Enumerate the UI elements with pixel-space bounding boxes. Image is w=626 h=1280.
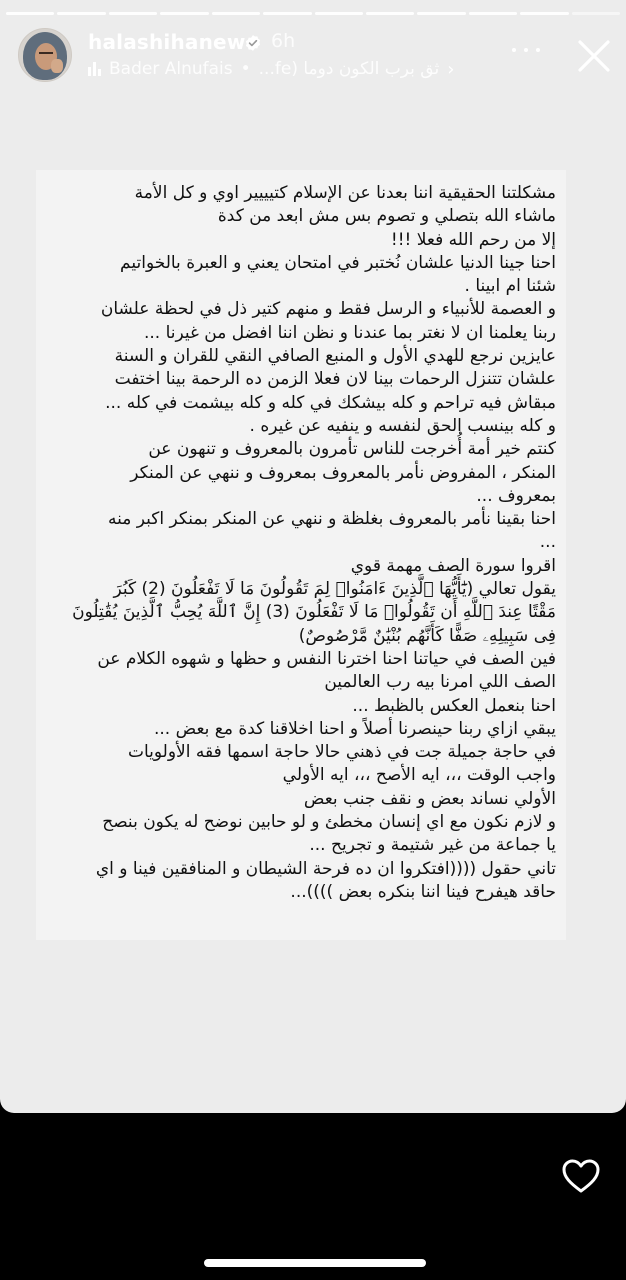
note-line: شئنا ام ابينا . [464,276,556,297]
story-progress-bar [6,12,620,15]
note-line: إلا من رحم الله فعلا !!! [390,229,556,250]
note-line: تاني حقول ((((افتكروا ان ده فرحة الشيطان و المنافقين فينا و اي [95,858,556,879]
progress-segment [469,12,517,15]
note-line: يقول تعالي (يَٰٓأَيُّهَا ٱلَّذِينَ ءَامَنُوا۟ لِمَ تَقُولُونَ مَا لَا تَفْعَلُونَ (2) كَبُرَ [113,579,556,600]
more-options-icon[interactable] [508,40,544,60]
note-line: في حاجة جميلة جت في ذهني حالا حاجة اسمها فقه الأولويات [127,742,556,763]
progress-segment [315,12,363,15]
music-artist: Bader Alnufais [109,59,233,79]
note-line: حاقد هيفرح فينا اننا بنكره بعض ))))... [290,881,556,902]
verified-badge-icon [244,34,262,52]
note-line: الصف اللي امرنا بيه رب العالمين [324,672,556,693]
note-line: احنا جينا الدنيا علشان نُختبر في امتحان يعني و العبرة بالخواتيم [120,252,556,273]
avatar-eyes-shape [39,52,53,57]
note-line: يا جماعة من غير شتيمة و تجريح ... [309,835,556,856]
post-time: 6h [271,30,296,52]
note-line: مَقْتًا عِندَ ٱللَّهِ أَن تَقُولُوا۟ مَا لَا تَفْعَلُونَ (3) إِنَّ ٱللَّهَ يُحِبُّ ٱلَّذِينَ يُقَٰتِلُونَ [72,602,556,623]
note-body [42,182,556,904]
avatar-hand-shape [51,59,63,73]
note-line: اقروا سورة الصف مهمة قوي [350,555,556,576]
note-line: يبقي ازاي ربنا حينصرنا أصلاً و احنا اخلاقنا كدة مع بعض ... [154,718,556,739]
note-line: واجب الوقت ،،، ايه الأصح ،،، ايه الأولي [282,765,556,786]
note-line: ... [539,532,556,553]
profile-avatar[interactable] [18,28,72,82]
note-line: الأولي نساند بعض و نقف جنب بعض [303,788,556,809]
note-line: ماشاء الله بتصلي و تصوم بس مش ابعد من كدة [217,206,556,227]
note-line: و لازم نكون مع اي إنسان مخطئ و لو حابين نوضح له يكون بنصح [102,812,556,833]
progress-segment [6,12,54,15]
progress-segment [57,12,105,15]
progress-segment-current [572,12,620,15]
note-line: و كله بينسب الحق لنفسه و ينفيه عن غيره . [249,415,556,436]
heart-icon[interactable] [561,1157,601,1197]
notes-screenshot [36,170,566,940]
music-chevron-icon: › [447,58,455,80]
progress-segment [263,12,311,15]
progress-segment [520,12,568,15]
music-separator: • [240,59,251,79]
note-line: فين الصف في حياتنا احنا اخترنا النفس و حظها و شهوه الكلام عن [97,648,556,669]
progress-segment [366,12,414,15]
note-line: و العصمة للأنبياء و الرسل فقط و منهم كتير ذل في لحظة علشان [100,299,556,320]
close-icon[interactable] [574,36,614,76]
note-line: المنكر ، المفروض نأمر بالمعروف بمعروف و ننهي عن المنكر [130,462,556,483]
note-line: مشكلتنا الحقيقية اننا بعدنا عن الإسلام كتيييير اوي و كل الأمة [134,183,556,203]
music-attribution[interactable] [88,58,454,80]
progress-segment [160,12,208,15]
note-line: احنا بقينا نأمر بالمعروف بغلظة و ننهي عن المنكر بمنكر اكبر منه [107,509,556,530]
note-line: علشان تتنزل الرحمات بينا لان فعلا الزمن ده الرحمة بينا اختفت [114,369,556,390]
note-line: عايزين نرجع للهدي الأول و المنبع الصافي النقي للقران و السنة [114,346,556,367]
note-line: بمعروف ... [476,485,556,506]
music-track: ثق برب الكون دوما (fe... [258,59,440,79]
username[interactable]: halashihanew [88,30,246,54]
progress-segment [417,12,465,15]
music-bars-icon [88,62,101,76]
note-line: فِى سَبِيلِهِۦ صَفًّا كَأَنَّهُم بُنْيَٰنٌ مَّرْصُوصٌ) [298,625,556,646]
note-line: مبقاش فيه تراحم و كله بيشكك في كله و كله بيشمت في كله ... [105,392,556,413]
note-line: احنا بنعمل العكس بالظبط ... [352,695,556,716]
progress-segment [212,12,260,15]
progress-segment [109,12,157,15]
note-line: كنتم خير أمة أُخرجت للناس تأمرون بالمعروف و تنهون عن [148,439,556,460]
home-indicator[interactable] [204,1259,426,1267]
note-line: ربنا يعلمنا ان لا نغتر بما عندنا و نظن اننا افضل من غيرنا ... [143,322,556,343]
